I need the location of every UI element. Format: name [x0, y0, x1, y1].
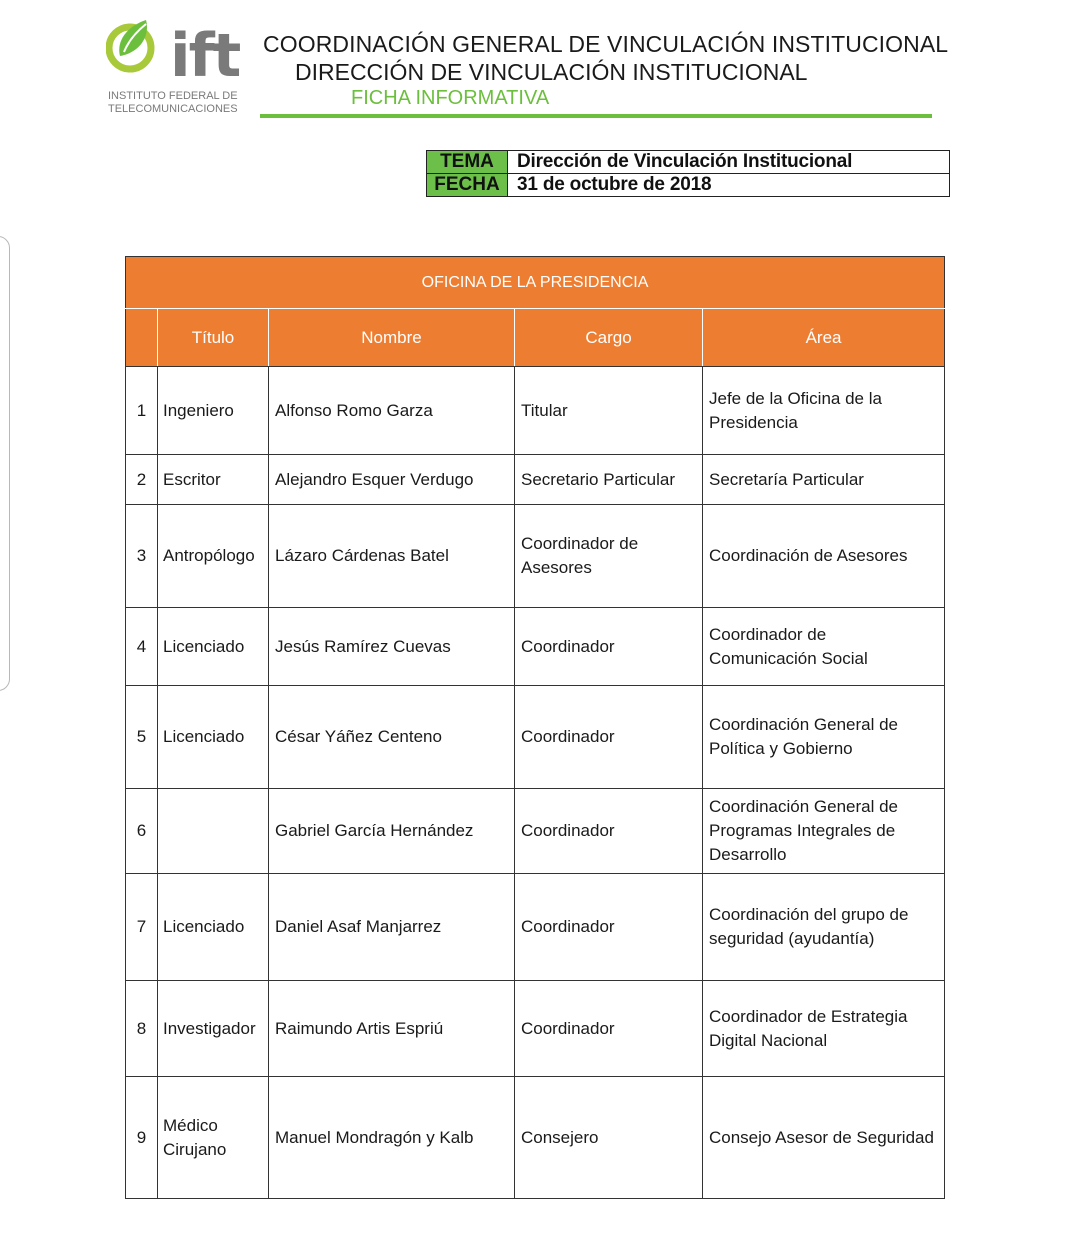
row-area: Jefe de la Oficina de la Presidencia — [703, 367, 945, 455]
row-area: Coordinador de Estrategia Digital Nacional — [703, 981, 945, 1077]
row-cargo: Titular — [515, 367, 703, 455]
table-row — [126, 608, 945, 686]
table-row — [126, 789, 945, 874]
column-header-number — [126, 309, 158, 367]
row-number: 7 — [126, 874, 158, 981]
row-titulo: Antropólogo — [158, 505, 269, 608]
row-titulo: Licenciado — [158, 686, 269, 789]
presidency-table — [125, 256, 945, 1199]
table-row — [126, 874, 945, 981]
header-divider — [260, 114, 932, 118]
fecha-label: FECHA — [427, 174, 508, 197]
row-nombre: Jesús Ramírez Cuevas — [269, 608, 515, 686]
row-area: Coordinador de Comunicación Social — [703, 608, 945, 686]
row-area: Consejo Asesor de Seguridad — [703, 1077, 945, 1199]
row-number: 1 — [126, 367, 158, 455]
row-number: 2 — [126, 455, 158, 505]
row-nombre: Raimundo Artis Espriú — [269, 981, 515, 1077]
row-nombre: César Yáñez Centeno — [269, 686, 515, 789]
column-header-nombre: Nombre — [269, 309, 515, 367]
row-area: Coordinación General de Programas Integrales de Desarrollo — [703, 789, 945, 874]
row-titulo: Ingeniero — [158, 367, 269, 455]
row-number: 3 — [126, 505, 158, 608]
tema-value: Dirección de Vinculación Institucional — [508, 151, 950, 174]
fecha-value: 31 de octubre de 2018 — [508, 174, 950, 197]
row-number: 9 — [126, 1077, 158, 1199]
table-row — [126, 455, 945, 505]
row-nombre: Gabriel García Hernández — [269, 789, 515, 874]
row-titulo: Licenciado — [158, 874, 269, 981]
row-number: 6 — [126, 789, 158, 874]
table-row — [126, 505, 945, 608]
table-row — [126, 367, 945, 455]
row-titulo: Investigador — [158, 981, 269, 1077]
row-cargo: Consejero — [515, 1077, 703, 1199]
row-titulo: Médico Cirujano — [158, 1077, 269, 1199]
row-number: 5 — [126, 686, 158, 789]
scroll-edge — [0, 236, 10, 691]
row-cargo: Coordinador — [515, 686, 703, 789]
row-cargo: Coordinador — [515, 608, 703, 686]
row-cargo: Coordinador — [515, 981, 703, 1077]
row-area: Coordinación del grupo de seguridad (ayudantía) — [703, 874, 945, 981]
logo-subtitle: INSTITUTO FEDERAL DE TELECOMUNICACIONES — [108, 90, 238, 115]
row-titulo — [158, 789, 269, 874]
header-ficha: FICHA INFORMATIVA — [351, 87, 550, 109]
table-row — [126, 981, 945, 1077]
row-number: 8 — [126, 981, 158, 1077]
table-row — [126, 1077, 945, 1199]
header-coordination: COORDINACIÓN GENERAL DE VINCULACIÓN INSTITUCIONAL — [263, 31, 949, 57]
table-row — [126, 686, 945, 789]
table-title: OFICINA DE LA PRESIDENCIA — [126, 257, 945, 309]
row-area: Coordinación de Asesores — [703, 505, 945, 608]
tema-label: TEMA — [427, 151, 508, 174]
row-cargo: Coordinador — [515, 789, 703, 874]
meta-box — [426, 150, 950, 197]
column-header-cargo: Cargo — [515, 309, 703, 367]
row-number: 4 — [126, 608, 158, 686]
row-cargo: Coordinador de Asesores — [515, 505, 703, 608]
row-nombre: Lázaro Cárdenas Batel — [269, 505, 515, 608]
row-titulo: Escritor — [158, 455, 269, 505]
column-header-titulo: Título — [158, 309, 269, 367]
row-nombre: Alejandro Esquer Verdugo — [269, 455, 515, 505]
leaf-swirl-icon — [106, 12, 170, 76]
row-area: Secretaría Particular — [703, 455, 945, 505]
column-header-area: Área — [703, 309, 945, 367]
row-nombre: Manuel Mondragón y Kalb — [269, 1077, 515, 1199]
ift-logo — [106, 12, 256, 120]
row-cargo: Secretario Particular — [515, 455, 703, 505]
logo-wordmark: ift — [170, 21, 240, 91]
row-titulo: Licenciado — [158, 608, 269, 686]
row-nombre: Alfonso Romo Garza — [269, 367, 515, 455]
header-direction: DIRECCIÓN DE VINCULACIÓN INSTITUCIONAL — [295, 59, 808, 85]
row-cargo: Coordinador — [515, 874, 703, 981]
row-nombre: Daniel Asaf Manjarrez — [269, 874, 515, 981]
row-area: Coordinación General de Política y Gobierno — [703, 686, 945, 789]
